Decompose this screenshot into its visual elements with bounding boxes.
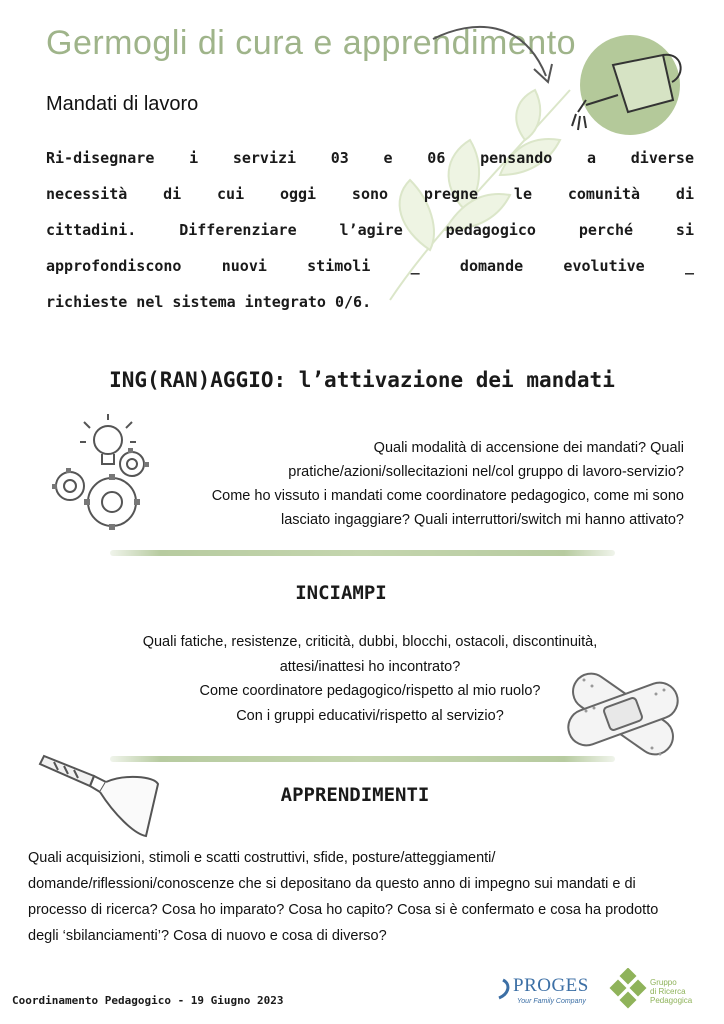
text-line: degli ‘sbilanciamenti’? Cosa di nuovo e cosa di diverso? xyxy=(28,928,387,944)
footer-text: Coordinamento Pedagogico - 19 Giugno 2023 xyxy=(12,994,284,1007)
lightbulb-gears-icon xyxy=(46,412,158,534)
intro-line: Ri-disegnare i servizi 03 e 06 pensando a diverse xyxy=(46,149,694,167)
watering-can-icon xyxy=(568,30,688,140)
text-line: processo di ricerca? Cosa ho imparato? Cosa ho capito? Cosa si è confermato e cosa ha prodotto xyxy=(28,902,659,918)
text-line: Come ho vissuto i mandati come coordinatore pedagogico, come mi sono xyxy=(211,488,684,504)
gruppo-logo-text xyxy=(650,978,692,1005)
intro-line: cittadini. Differenziare l’agire pedagogico perché si xyxy=(46,221,694,239)
text-line: Quali modalità di accensione dei mandati? Quali xyxy=(373,440,684,456)
proges-tagline: Your Family Company xyxy=(517,998,586,1005)
text-line: attesi/inattesi ho incontrato? xyxy=(279,658,461,675)
gruppo-line: Gruppo xyxy=(650,978,677,987)
page-subtitle: Mandati di lavoro xyxy=(46,93,199,115)
gruppo-mark-icon xyxy=(608,968,648,1012)
text-line: Quali acquisizioni, stimoli e scatti costruttivi, sfide, posture/atteggiamenti/ xyxy=(28,850,496,866)
intro-line: approfondiscono nuovi stimoli _ domande evolutive _ xyxy=(46,257,694,275)
text-line: Quali fatiche, resistenze, criticità, dubbi, blocchi, ostacoli, discontinuità, xyxy=(142,634,598,650)
text-line: domande/riflessioni/conoscenze che si depositano da questo anno di impegno sui mandati e di xyxy=(28,876,636,892)
curved-arrow-icon xyxy=(428,14,558,94)
bandage-icon xyxy=(556,656,690,772)
text-line: Come coordinatore pedagogico/rispetto al mio ruolo? xyxy=(199,683,541,699)
gruppo-line: di Ricerca xyxy=(650,987,686,996)
text-line: lasciato ingaggiare? Quali interruttori/switch mi hanno attivato? xyxy=(281,512,684,528)
divider xyxy=(110,756,615,762)
divider xyxy=(110,550,615,556)
text-line: Con i gruppi educativi/rispetto al servizio? xyxy=(236,707,504,724)
intro-line: necessità di cui oggi sono pregne le comunità di xyxy=(46,185,694,203)
proges-logo xyxy=(495,970,605,1010)
section-text-ingranaggio xyxy=(144,436,684,532)
proges-mark-icon xyxy=(495,976,515,1006)
intro-paragraph xyxy=(46,140,694,320)
proges-name: PROGES xyxy=(513,975,589,996)
section-text-apprendimenti xyxy=(28,845,708,949)
intro-line: richieste nel sistema integrato 0/6. xyxy=(46,293,372,311)
section-heading-inciampi: INCIAMPI xyxy=(295,582,387,604)
page-title: Germogli di cura e apprendimento xyxy=(46,24,577,62)
gruppo-line: Pedagogica xyxy=(650,996,693,1005)
text-line: pratiche/azioni/sollecitazioni nel/col gruppo di lavoro-servizio? xyxy=(288,464,684,480)
gruppo-ricerca-logo xyxy=(608,968,718,1014)
section-heading-ingranaggio: ING(RAN)AGGIO: l’attivazione dei mandati xyxy=(109,368,615,392)
section-heading-apprendimenti: APPRENDIMENTI xyxy=(280,784,430,806)
